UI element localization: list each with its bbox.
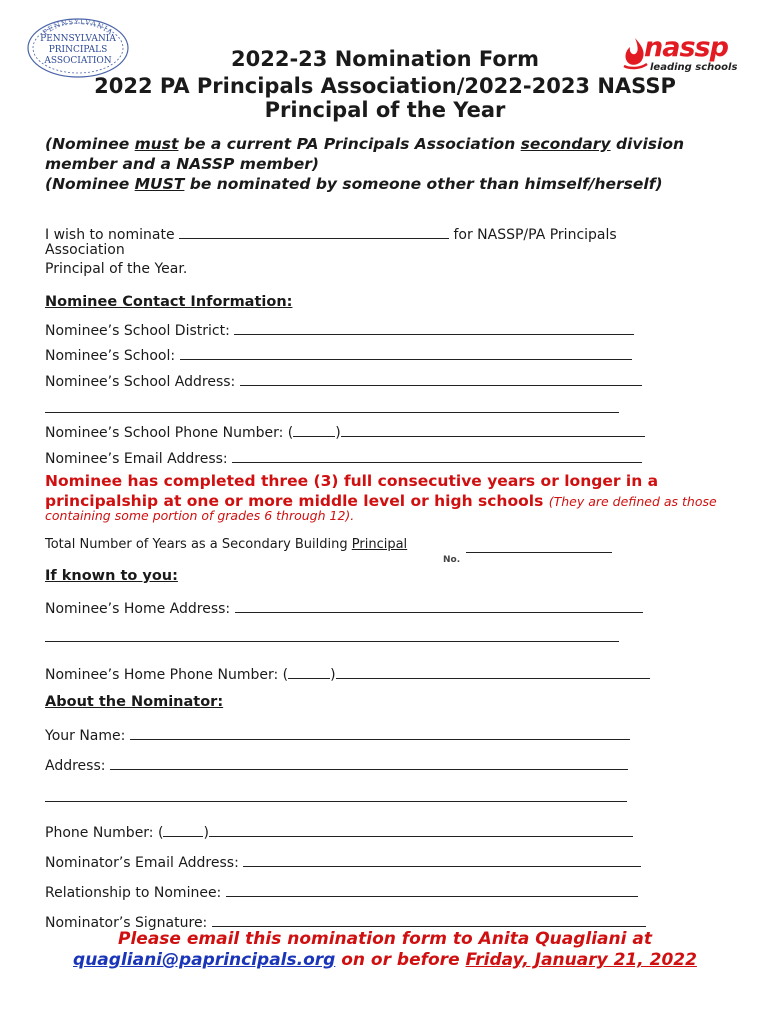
your-name-row (45, 725, 630, 744)
school-address-field[interactable] (240, 371, 642, 386)
years-row: Total Number of Years as a Secondary Building Principal (45, 537, 408, 552)
school-field[interactable] (180, 345, 632, 360)
nominator-address-field[interactable] (110, 755, 628, 770)
form-subtitle: 2022 PA Principals Association/2022-2023 NASSP (94, 74, 676, 98)
nominator-phone-label: Phone Number: ( (45, 825, 164, 841)
eligibility-note: (They are defined as those (548, 494, 717, 509)
nominator-email-label: Nominator’s Email Address: (45, 855, 239, 871)
nominator-email-row (45, 852, 641, 871)
home-phone-row: Nominee’s Home Phone Number: ( ) (45, 664, 650, 683)
footer-email-link[interactable]: quagliani@paprincipals.org (73, 950, 336, 970)
nassp-logo (620, 34, 750, 78)
footer-instruction: Please email this nomination form to Anita Quagliani at (118, 929, 652, 949)
home-phone-label: Nominee’s Home Phone Number: ( (45, 667, 289, 683)
school-phone-field[interactable] (341, 422, 645, 437)
school-address-row (45, 371, 642, 390)
nominee-name-field[interactable] (179, 224, 449, 239)
form-subtitle-2: Principal of the Year (264, 98, 506, 122)
form-title: 2022-23 Nomination Form (231, 47, 539, 71)
nominator-section-heading: About the Nominator: (45, 694, 224, 710)
known-section-heading: If known to you: (45, 568, 178, 584)
nassp-wordmark: nassp (644, 32, 728, 63)
nominator-address-field-2[interactable] (45, 787, 627, 802)
your-name-field[interactable] (130, 725, 630, 740)
home-address-row (45, 598, 643, 617)
home-address-field-2[interactable] (45, 627, 619, 642)
logo-arc-text: PENNSYLVANIA (41, 17, 115, 37)
nominee-email-label: Nominee’s Email Address: (45, 451, 228, 467)
nominator-phone-field[interactable] (209, 822, 633, 837)
years-no-label: No. (443, 555, 461, 565)
school-address-field-2[interactable] (45, 398, 619, 413)
nominator-phone-area-field[interactable] (163, 822, 203, 837)
relationship-label: Relationship to Nominee: (45, 885, 222, 901)
nominator-address-label: Address: (45, 758, 106, 774)
home-address-label: Nominee’s Home Address: (45, 601, 231, 617)
district-field[interactable] (234, 320, 634, 335)
eligibility-statement: Nominee has completed three (3) full consecutive years or longer in a principalship at one or more middle level or high schools (They are defined as those (45, 472, 717, 510)
school-label: Nominee’s School: (45, 348, 176, 364)
home-phone-area-field[interactable] (288, 664, 330, 679)
school-address-label: Nominee’s School Address: (45, 374, 236, 390)
nominate-line-2: Association (45, 242, 125, 258)
nominator-phone-row: Phone Number: ( ) (45, 822, 633, 841)
eligibility-note-2: containing some portion of grades 6 through 12). (45, 508, 355, 523)
district-label: Nominee’s School District: (45, 323, 230, 339)
nominee-section-heading: Nominee Contact Information: (45, 294, 293, 310)
school-phone-area-field[interactable] (293, 422, 335, 437)
home-phone-field[interactable] (336, 664, 650, 679)
relationship-row (45, 882, 638, 901)
requirement-1: (Nominee must be a current PA Principals Association secondary division member and a NASSP member) (45, 135, 685, 173)
years-field[interactable] (466, 538, 612, 553)
logo-line-3: ASSOCIATION (44, 56, 112, 66)
pa-principals-logo (22, 14, 134, 78)
relationship-field[interactable] (226, 882, 638, 897)
signature-label: Nominator’s Signature: (45, 915, 208, 931)
nominate-line: I wish to nominate for NASSP/PA Principals (45, 224, 617, 243)
district-row (45, 320, 634, 339)
school-row (45, 345, 632, 364)
signature-field[interactable] (212, 912, 646, 927)
nominee-email-field[interactable] (232, 448, 642, 463)
school-phone-label: Nominee’s School Phone Number: ( (45, 425, 294, 441)
nominate-line-3: Principal of the Year. (45, 261, 188, 277)
nominator-email-field[interactable] (243, 852, 641, 867)
your-name-label: Your Name: (45, 728, 126, 744)
home-address-field[interactable] (235, 598, 643, 613)
nominee-email-row (45, 448, 642, 467)
logo-line-1: PENNSYLVANIA (40, 34, 116, 44)
footer-deadline: quagliani@paprincipals.org on or before Friday, January 21, 2022 (73, 950, 697, 970)
nominator-address-row (45, 755, 628, 774)
nassp-tagline: leading schools (650, 62, 738, 73)
footer-date: Friday, January 21, 2022 (465, 950, 697, 970)
logo-line-2: PRINCIPALS (48, 45, 108, 55)
school-phone-row: Nominee’s School Phone Number: ( ) (45, 422, 645, 441)
requirement-2: (Nominee MUST be nominated by someone other than himself/herself) (45, 175, 663, 193)
